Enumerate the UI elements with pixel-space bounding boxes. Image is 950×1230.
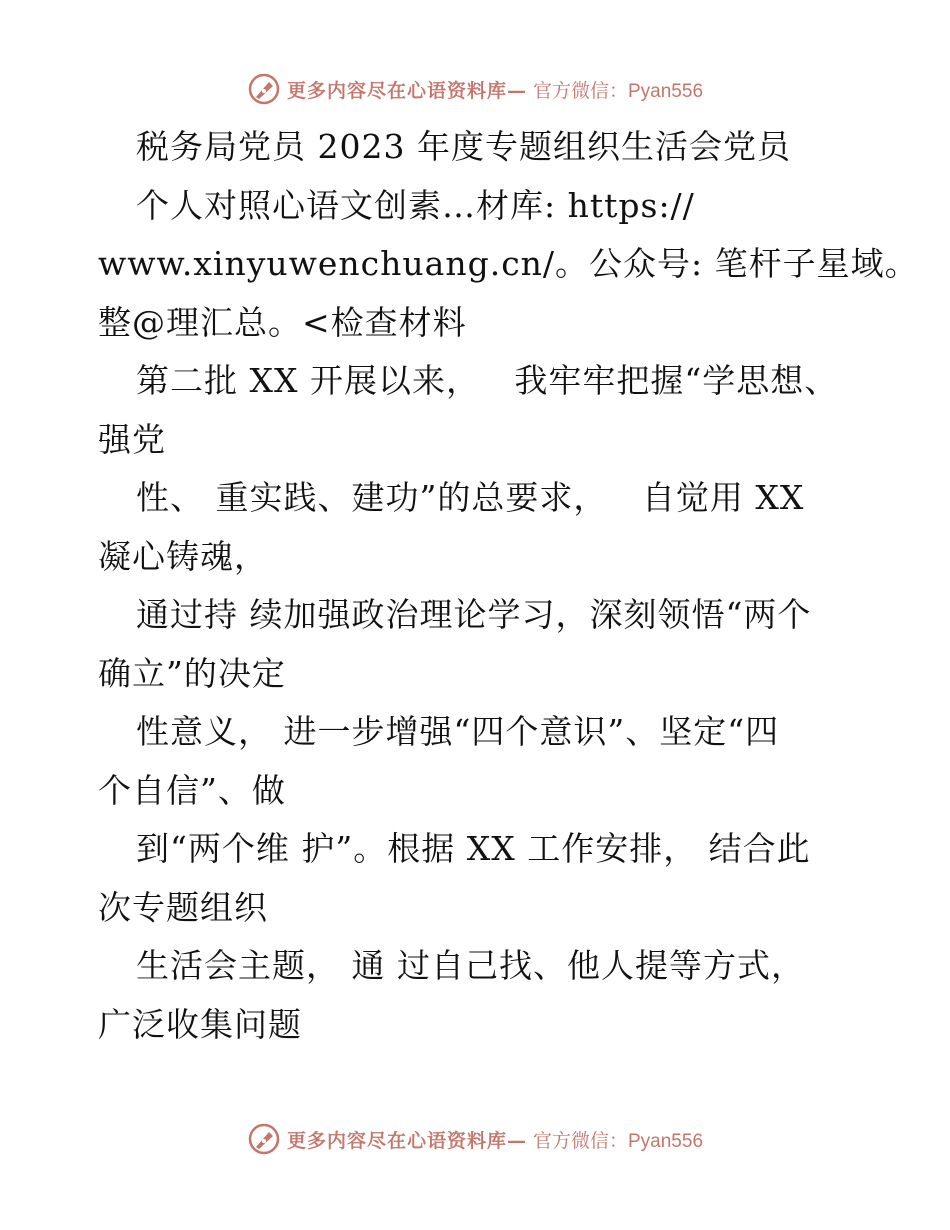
document-body	[98, 118, 919, 1054]
pen-nib-logo-icon	[247, 1122, 281, 1156]
pen-nib-logo-icon	[247, 72, 281, 106]
text-line: 到“两个维 护”。根据 XX 工作安排， 结合此	[136, 829, 811, 868]
watermark-text: 更多内容尽在心语资料库—	[286, 1129, 527, 1152]
text-line: 通过持 续加强政治理论学习，深刻领悟“两个	[136, 595, 812, 634]
header-watermark	[0, 72, 950, 106]
text-line: 广泛收集问题	[98, 1004, 302, 1044]
watermark-contact: 官方微信：Pyan556	[533, 1130, 704, 1152]
text-line: www.xinyuwenchuang.cn/。公众号: 笔杆子星域。	[98, 244, 919, 283]
text-line: 凝心铸魂，	[98, 536, 268, 576]
footer-watermark	[0, 1122, 950, 1156]
text-line: 生活会主题， 通 过自己找、他人提等方式，	[136, 946, 805, 985]
watermark-contact: 官方微信：Pyan556	[533, 80, 704, 102]
watermark-text: 更多内容尽在心语资料库—	[286, 79, 527, 102]
text-line: 强党	[98, 419, 166, 459]
text-line: 性意义， 进一步增强“四个意识”、坚定“四	[136, 712, 780, 751]
text-line: 确立”的决定	[98, 653, 286, 693]
text-line: 第二批 XX 开展以来， 我牢牢把握“学思想、	[136, 361, 839, 400]
text-line: 性、 重实践、建功”的总要求， 自觉用 XX	[136, 478, 805, 517]
text-line: 整@理汇总。<检查材料	[98, 302, 467, 342]
text-line: 个自信”、做	[98, 770, 286, 810]
text-line: 个人对照心语文创素…材库: https://	[136, 185, 695, 225]
text-line: 税务局党员 2023 年度专题组织生活会党员	[136, 127, 791, 166]
text-line: 次专题组织	[98, 887, 268, 927]
